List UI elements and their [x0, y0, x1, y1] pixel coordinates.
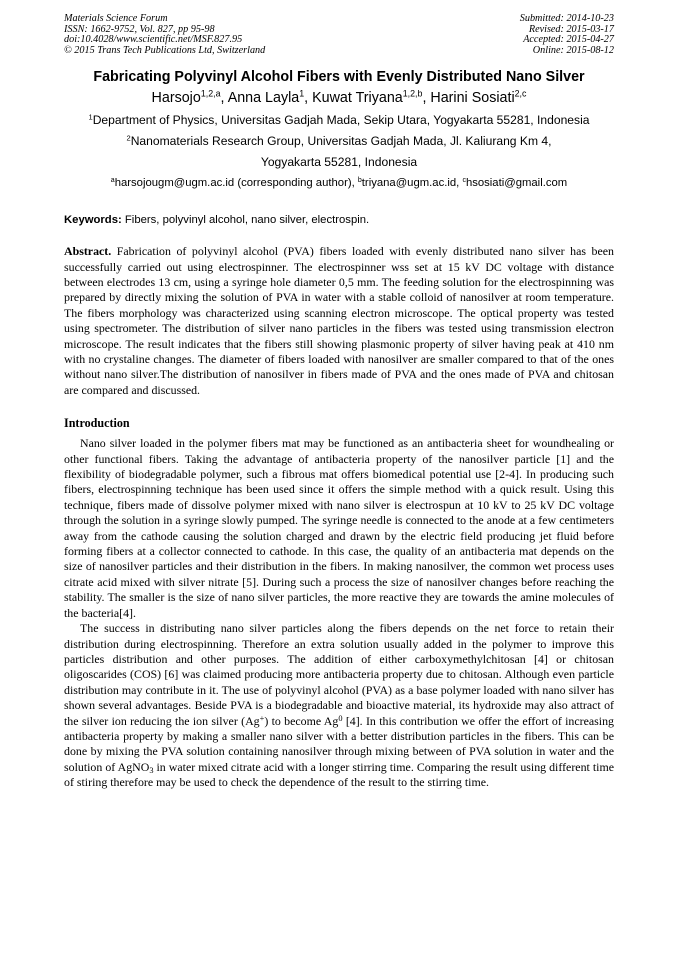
email-text: hsosiati@gmail.com	[465, 177, 568, 190]
superscript-plus: +	[259, 713, 265, 723]
email-text: triyana@ugm.ac.id,	[361, 177, 463, 190]
affiliation-mark: 2	[126, 133, 131, 143]
journal-name: Materials Science Forum	[64, 13, 168, 24]
author-separator: ,	[422, 90, 431, 107]
keywords-label: Keywords:	[64, 214, 122, 227]
author-affiliation-mark: 1,2,b	[402, 89, 423, 100]
introduction-paragraph-1: Nano silver loaded in the polymer fibers mat may be functioned as an antibacteria sheet for woundhealing or other functional fibers. Taking the advantage of antibacteria property of the nanosilver particle [1] and the flexibility of biodegradable polymer, such a fibrous mat offers biomedical potential use [2-4]. In producing such fibers, electrospinning technique has been used since it offers the simple method with a quick result. Using this technique, fibers made of dissolve polymer mixed with nano silver is electrospun at 10 kV to 25 kV DC voltage through the solution in a syringe slowly pumped. The syringe needle is connected to the anode at a few centimeters away from the cathode causing the solution charged and drawn by the electric field producing jet fluid before forming fibers at a collector connected to cathode. In this case, the quality of an antibacteria mat depends on the size of nanosilver particles and their distribution in the fibers. In making nanosilver, the common wet process uses citrate acid mixed with silver nitrate [5]. During such a process the size of nanosilver changes before reaching the stability. The smaller is the size of nano silver particles, the more reactive they are towards the amine molecules of the bacteria[4].	[64, 436, 614, 620]
author-affiliation-mark: 2,c	[514, 89, 527, 100]
author-name: Harsojo	[151, 90, 201, 107]
paragraph-text: in water mixed citrate acid with a longer stirring time. Comparing the result using different time of stiring therefore may be used to check the dependence of the result to the stirring time.	[64, 759, 614, 790]
email-mark: c	[462, 176, 466, 184]
date-online: Online: 2015-08-12	[532, 44, 614, 56]
date-accepted: Accepted: 2015-04-27	[523, 34, 614, 46]
subscript-three: 3	[149, 765, 154, 775]
author-separator: ,	[220, 90, 228, 107]
section-heading-introduction: Introduction	[64, 416, 130, 431]
paper-title: Fabricating Polyvinyl Alcohol Fibers with Evenly Distributed Nano Silver	[93, 69, 585, 86]
journal-info	[64, 14, 265, 56]
email-mark: a	[110, 176, 115, 184]
introduction-paragraph-2	[64, 621, 614, 790]
keywords	[64, 213, 614, 227]
email-text: harsojougm@ugm.ac.id (corresponding author),	[114, 177, 358, 190]
affiliation-mark: 1	[88, 112, 93, 122]
date-revised: Revised: 2015-03-17	[528, 23, 614, 35]
author-list	[64, 89, 614, 107]
abstract-text: Fabrication of polyvinyl alcohol (PVA) fibers loaded with evenly distributed nano silver has been successfully carried out using electrospinner. The electrospinner wss set at 15 kV DC voltage with distance between electrodes 13 cm, using a syringe hole diameter 0,5 mm. The feeding solution for the electrospinning was prepared by directly mixing the solution of PVA in water with a stable colloid of nanosilver at room temperature. The fibers morphology was characterized using scanning electron microscope. The optical property was tested using spectrometer. The distribution of silver nano particles in the fibers was tested using transmission electron microscope. The result indicates that the fibers still showing plasmonic property of silver having peak at 410 nm with no crystaline changes. The diameter of fibers loaded with nanosilver are smaller compared to that of the ones without nano silver.The distribution of nanosilver in fibers made of PVA and the ones made of PVA and chitosan are compared and discussed.	[64, 244, 614, 397]
abstract-label: Abstract.	[64, 244, 112, 259]
affiliation-2-continued: Yogyakarta 55281, Indonesia	[260, 154, 418, 169]
author-emails	[64, 175, 614, 191]
author-affiliation-mark: 1,2,a	[200, 89, 221, 100]
abstract	[64, 244, 614, 398]
journal-header	[64, 14, 614, 56]
author-separator: ,	[304, 90, 313, 107]
author-name: Harini Sosiati	[430, 90, 515, 107]
affiliation-1	[64, 110, 614, 131]
date-submitted: Submitted: 2014-10-23	[519, 13, 614, 24]
paragraph-text: ) to become Ag	[264, 713, 339, 728]
author-affiliation-mark: 1	[299, 89, 305, 100]
journal-issn: ISSN: 1662-9752, Vol. 827, pp 95-98	[64, 23, 215, 35]
keywords-text: Fibers, polyvinyl alcohol, nano silver, electrospin.	[121, 214, 370, 227]
paragraph-text: The success in distributing nano silver particles along the fibers depends on the net force to retain their distribution during electrospinning. Therefore an extra solution usually added in the polymer to improve this particles distribution and other purposes. The addition of either carboxymethylchitosan [4] or chitosan oligoscarides (COS) [6] was claimed producing more antibacteria property due to chitosan. Although even particle distribution may contribute in it. The use of polyvinyl alcohol (PVA) as a base polymer loaded with nano silver has shown several advantages. Beside PVA is a biodegradable and bioactive material, its hydroxide may also attract of the silver ion reducing the ion silver (Ag	[64, 621, 614, 728]
author-name: Anna Layla	[227, 90, 300, 107]
affiliation-text: Nanomaterials Research Group, Universitas Gadjah Mada, Jl. Kaliurang Km 4,	[130, 133, 552, 148]
paragraph-text: [4]. In this contribution we offer the effort of increasing antibacteria property by making a smaller nano silver with a better distribution particles in the fibers. This can be done by mixing the PVA solution containing nanosilver through mixing between of PVA solution in water and the solution of AgNO	[64, 713, 614, 774]
journal-doi: doi:10.4028/www.scientific.net/MSF.827.95	[64, 34, 243, 46]
affiliation-2	[64, 131, 614, 152]
superscript-zero: 0	[338, 713, 343, 723]
submission-dates	[520, 14, 614, 56]
author-name: Kuwat Triyana	[312, 90, 403, 107]
journal-copyright: © 2015 Trans Tech Publications Ltd, Switzerland	[64, 44, 266, 56]
affiliation-text: Department of Physics, Universitas Gadjah Mada, Sekip Utara, Yogyakarta 55281, Indonesia	[92, 113, 590, 128]
email-mark: b	[357, 176, 362, 184]
